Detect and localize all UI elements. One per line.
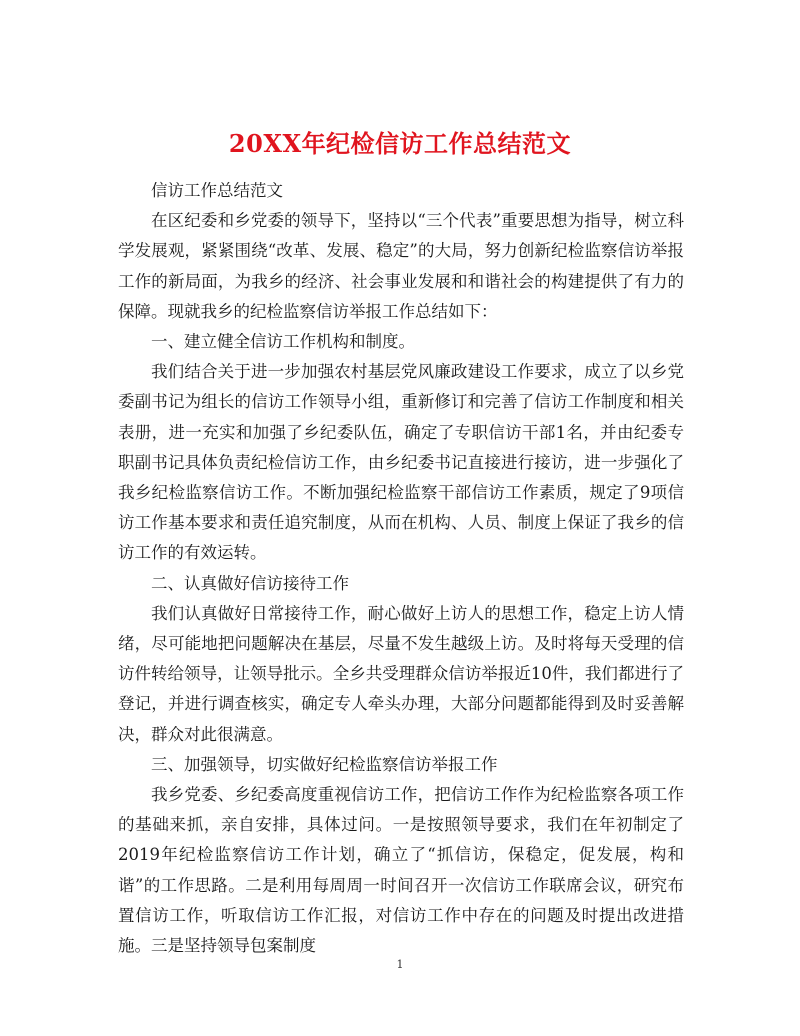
section-heading-2: 二、认真做好信访接待工作 bbox=[151, 573, 349, 593]
paragraph-section-2: 我们认真做好日常接待工作，耐心做好上访人的思想工作，稳定上访人情绪，尽可能地把问题解决在基层，尽量不发生越级上访。及时将每天受理的信访件转给领导，让领导批示。全乡共受理群众信访举报近10件，我们都进行了登记，并进行调查核实，确定专人牵头办理，大部分问题都能得到及时妥善解决，群众对此很满意。 bbox=[118, 603, 684, 744]
page-number: 1 bbox=[396, 958, 404, 971]
paragraph-section-1: 我们结合关于进一步加强农村基层党风廉政建设工作要求，成立了以乡党委副书记为组长的信访工作领导小组，重新修订和完善了信访工作制度和相关表册，进一充实和加强了乡纪委队伍，确定了专职信访干部1名，并由纪委专职副书记具体负责纪检信访工作，由乡纪委书记直接进行接访，进一步强化了我乡纪检监察信访工作。不断加强纪检监察干部信访工作素质，规定了9项信访工作基本要求和责任追究制度，从而在机构、人员、制度上保证了我乡的信访工作的有效运转。 bbox=[118, 362, 684, 563]
document-body bbox=[118, 176, 684, 961]
section-heading-3: 三、加强领导，切实做好纪检监察信访举报工作 bbox=[151, 754, 498, 774]
paragraph-section-3: 我乡党委、乡纪委高度重视信访工作，把信访工作作为纪检监察各项工作的基础来抓，亲自安排，具体过问。一是按照领导要求，我们在年初制定了2019年纪检监察信访工作计划，确立了“抓信访，保稳定，促发展，构和谐”的工作思路。二是利用每周周一时间召开一次信访工作联席会议，研究布置信访工作，听取信访工作汇报，对信访工作中存在的问题及时提出改进措施。三是坚持领导包案制度 bbox=[118, 785, 684, 956]
document-title: 20XX年纪检信访工作总结范文 bbox=[228, 129, 572, 159]
paragraph-subtitle: 信访工作总结范文 bbox=[151, 181, 283, 200]
section-heading-1: 一、建立健全信访工作机构和制度。 bbox=[151, 332, 415, 352]
paragraph-intro: 在区纪委和乡党委的领导下，坚持以“三个代表”重要思想为指导，树立科学发展观，紧紧围绕“改革、发展、稳定”的大局，努力创新纪检监察信访举报工作的新局面，为我乡的经济、社会事业发展和和谐社会的构建提供了有力的保障。现就我乡的纪检监察信访举报工作总结如下： bbox=[118, 211, 684, 321]
